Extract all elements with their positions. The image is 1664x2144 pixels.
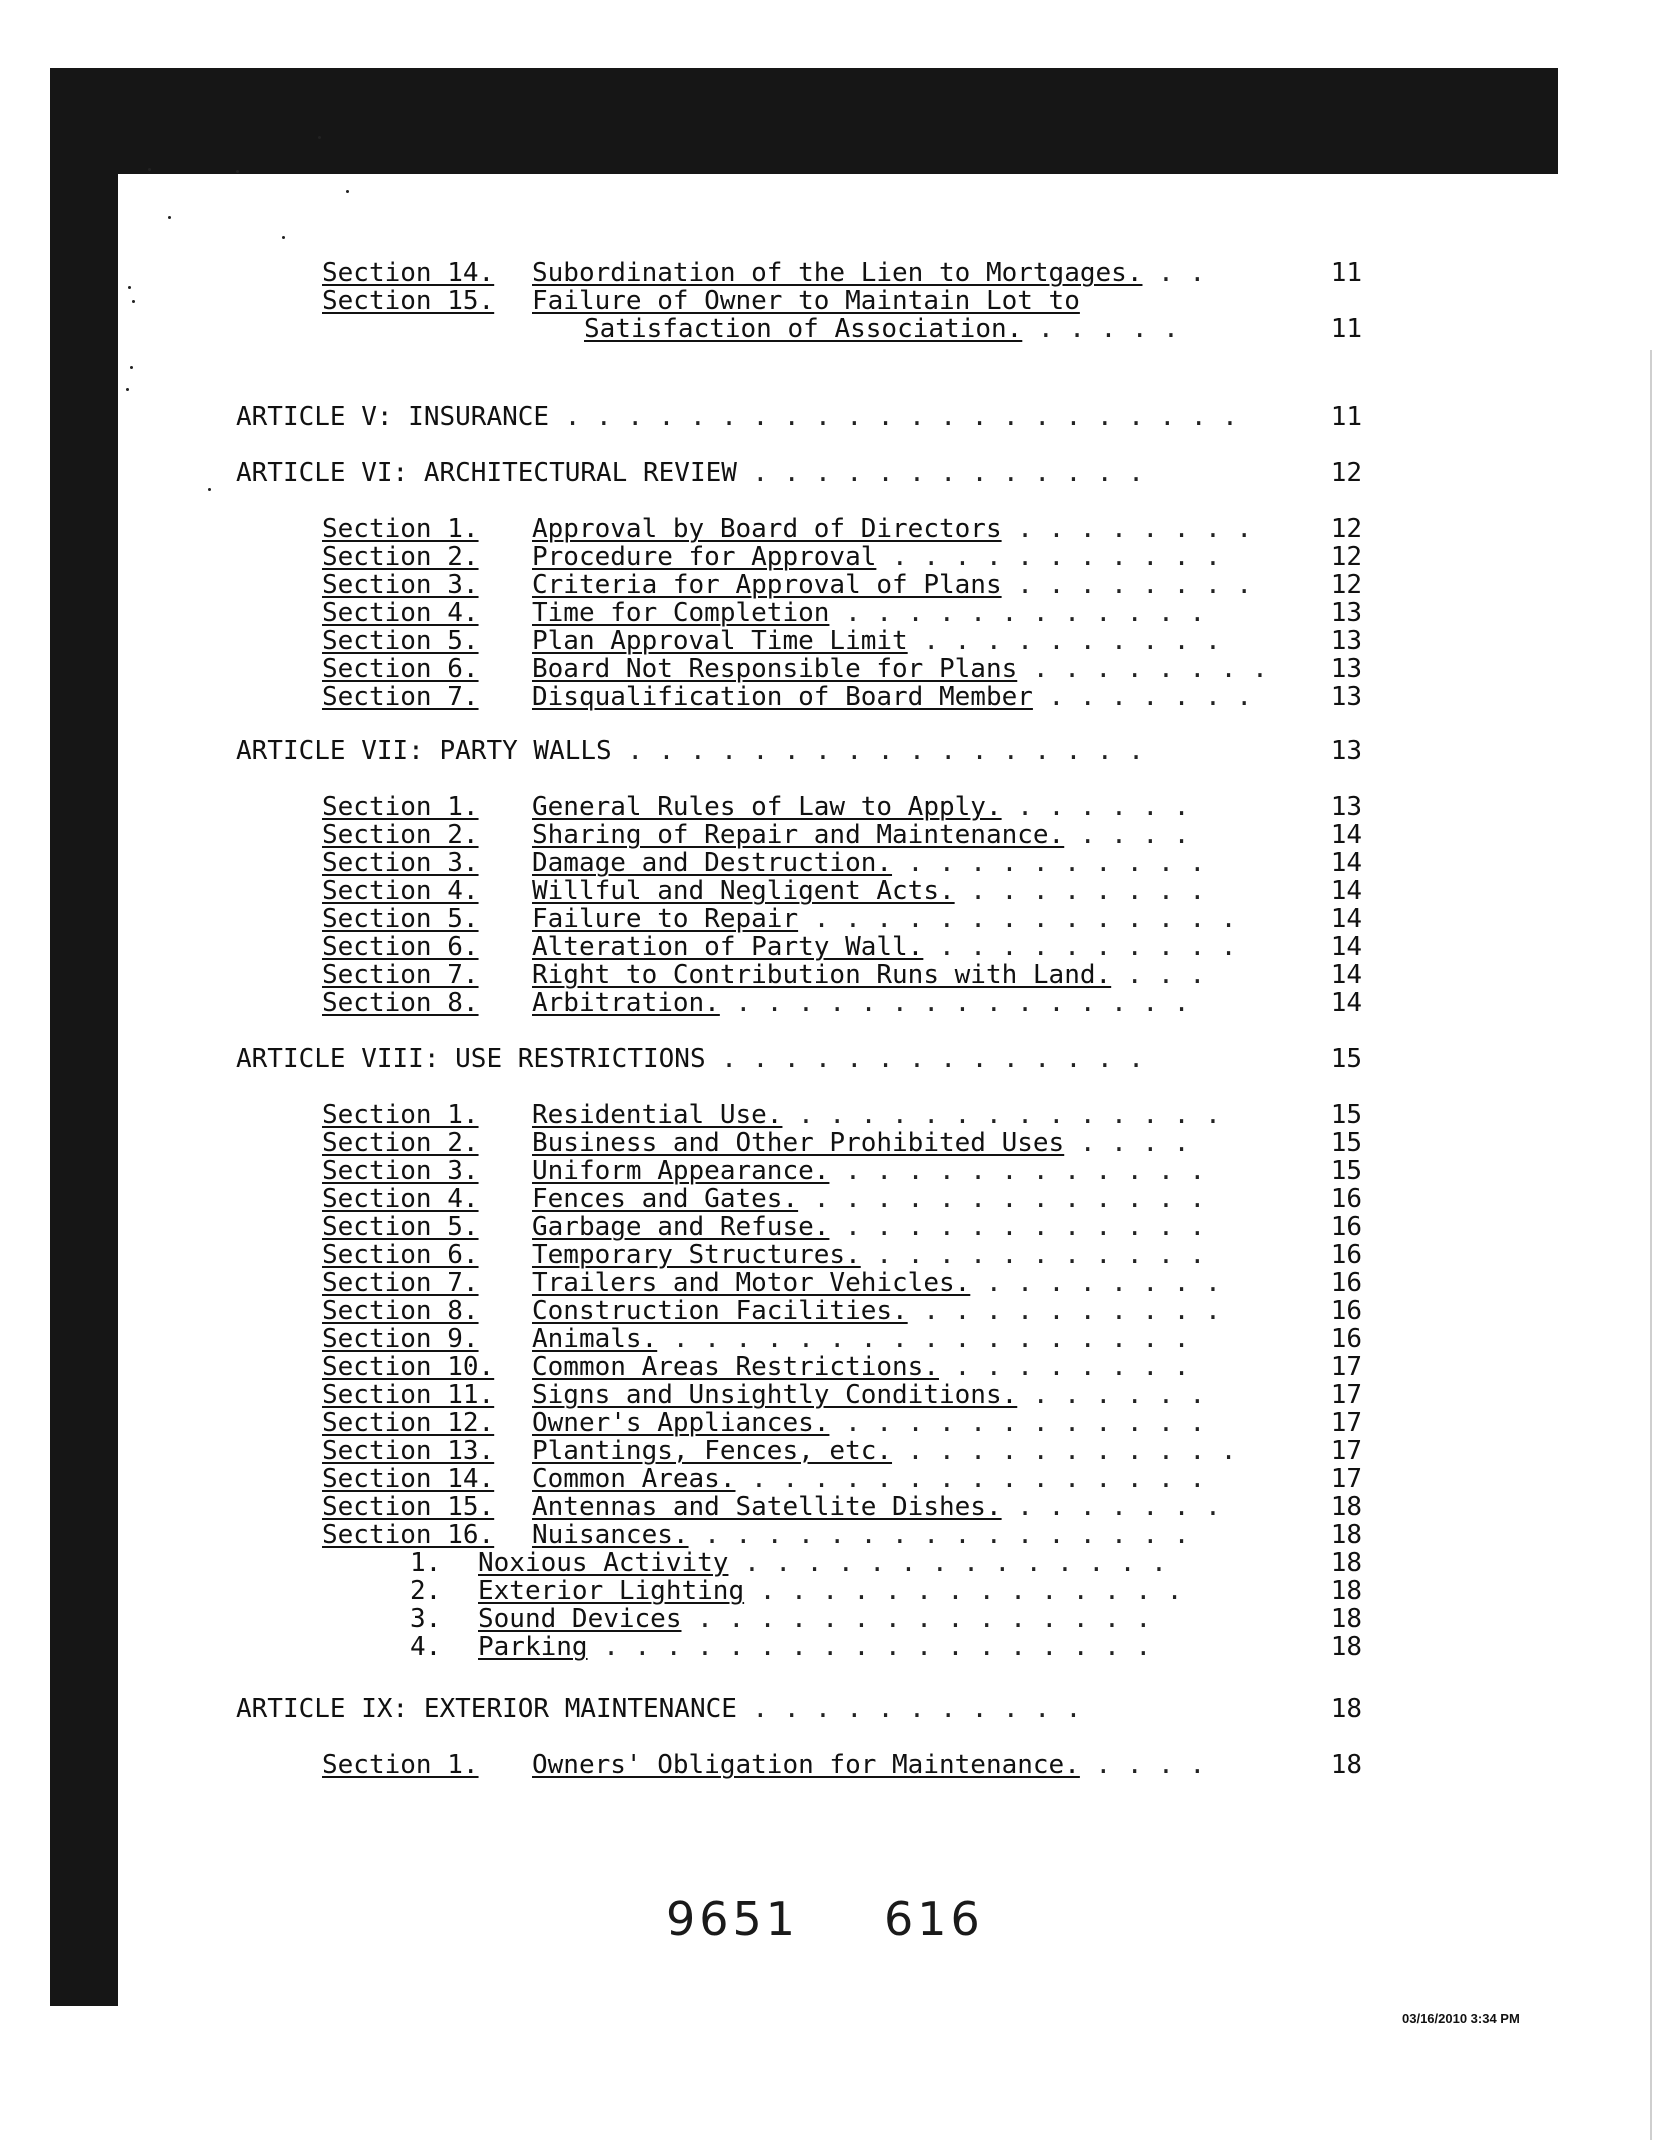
section-number: Section 15. bbox=[322, 286, 495, 316]
entry-title: Right to Contribution Runs with Land. bbox=[532, 960, 1112, 990]
page-number: 17 bbox=[1330, 1464, 1362, 1494]
subitem-number: 2. bbox=[410, 1576, 442, 1606]
subitem-title bbox=[478, 1548, 1167, 1578]
section-title bbox=[532, 286, 1080, 316]
entry-title: Board Not Responsible for Plans bbox=[532, 654, 1018, 684]
entry-title: Arbitration. bbox=[532, 988, 720, 1018]
section-number: Section 9. bbox=[322, 1324, 479, 1354]
page-number: 18 bbox=[1330, 1632, 1362, 1662]
toc-section-line bbox=[0, 1240, 1664, 1270]
section-title bbox=[532, 904, 1236, 934]
dot-leader: . . . . . . . . . . . . . . bbox=[798, 904, 1237, 934]
toc-section-line bbox=[0, 1750, 1664, 1780]
section-number: Section 5. bbox=[322, 1212, 479, 1242]
scan-speck bbox=[236, 170, 239, 173]
page-number: 16 bbox=[1330, 1268, 1362, 1298]
entry-title: Sound Devices bbox=[478, 1604, 682, 1634]
section-number: Section 5. bbox=[322, 626, 479, 656]
entry-title: Time for Completion bbox=[532, 598, 830, 628]
section-title bbox=[584, 314, 1179, 344]
section-title bbox=[532, 626, 1221, 656]
entry-title: Uniform Appearance. bbox=[532, 1156, 830, 1186]
entry-title: Damage and Destruction. bbox=[532, 848, 893, 878]
section-title bbox=[532, 1464, 1205, 1494]
entry-title: Owners' Obligation for Maintenance. bbox=[532, 1750, 1080, 1780]
toc-section-line bbox=[0, 792, 1664, 822]
subitem-number: 3. bbox=[410, 1604, 442, 1634]
dot-leader: . . . . . . . . . . . bbox=[736, 1694, 1082, 1724]
dot-leader: . . . . . . . . . . bbox=[907, 1296, 1221, 1326]
dot-leader: . . . . . . . bbox=[1032, 682, 1253, 712]
page-number: 18 bbox=[1330, 1604, 1362, 1634]
subitem-title bbox=[478, 1604, 1151, 1634]
page-number: 14 bbox=[1330, 820, 1362, 850]
toc-section-line bbox=[0, 286, 1664, 316]
page-number: 11 bbox=[1330, 314, 1362, 344]
page-number: 16 bbox=[1330, 1296, 1362, 1326]
page-number: 16 bbox=[1330, 1184, 1362, 1214]
entry-title: Exterior Lighting bbox=[478, 1576, 745, 1606]
section-title bbox=[532, 1352, 1189, 1382]
entry-title: General Rules of Law to Apply. bbox=[532, 792, 1002, 822]
toc-section-line bbox=[0, 1268, 1664, 1298]
toc-subitem-line bbox=[0, 1548, 1664, 1578]
section-title bbox=[532, 514, 1252, 544]
entry-title: Common Areas Restrictions. bbox=[532, 1352, 939, 1382]
page-number: 14 bbox=[1330, 960, 1362, 990]
page-number: 16 bbox=[1330, 1324, 1362, 1354]
toc-section-continuation bbox=[0, 314, 1664, 344]
toc-section-line bbox=[0, 1100, 1664, 1130]
entry-title: Antennas and Satellite Dishes. bbox=[532, 1492, 1002, 1522]
section-number: Section 6. bbox=[322, 654, 479, 684]
entry-title: Disqualification of Board Member bbox=[532, 682, 1033, 712]
entry-title: Nuisances. bbox=[532, 1520, 689, 1550]
entry-title: Construction Facilities. bbox=[532, 1296, 908, 1326]
section-number: Section 8. bbox=[322, 1296, 479, 1326]
scan-speck bbox=[126, 388, 129, 391]
dot-leader: . . . . . . . . . . . . . . bbox=[728, 1548, 1167, 1578]
section-title bbox=[532, 598, 1205, 628]
page-number: 12 bbox=[1330, 570, 1362, 600]
section-title bbox=[532, 1324, 1189, 1354]
article-heading bbox=[236, 1044, 1144, 1074]
toc-section-line bbox=[0, 1464, 1664, 1494]
section-title bbox=[532, 792, 1189, 822]
entry-title: Approval by Board of Directors bbox=[532, 514, 1002, 544]
article-title: ARTICLE VI: ARCHITECTURAL REVIEW bbox=[236, 458, 737, 488]
toc-section-line bbox=[0, 1436, 1664, 1466]
toc-section-line bbox=[0, 682, 1664, 712]
page-number: 15 bbox=[1330, 1156, 1362, 1186]
section-number: Section 6. bbox=[322, 932, 479, 962]
entry-title: Owner's Appliances. bbox=[532, 1408, 830, 1438]
page-number: 13 bbox=[1330, 654, 1362, 684]
dot-leader: . . . . . . . . . . . . . bbox=[736, 458, 1144, 488]
section-number: Section 14. bbox=[322, 258, 495, 288]
toc-section-line bbox=[0, 988, 1664, 1018]
section-number: Section 7. bbox=[322, 1268, 479, 1298]
dot-leader: . . . . . . . . bbox=[954, 876, 1206, 906]
entry-title: Parking bbox=[478, 1632, 588, 1662]
dot-leader: . . . . . . . . bbox=[1001, 514, 1253, 544]
section-number: Section 16. bbox=[322, 1520, 495, 1550]
page-number: 17 bbox=[1330, 1352, 1362, 1382]
scan-speck bbox=[148, 168, 151, 171]
section-number: Section 4. bbox=[322, 1184, 479, 1214]
dot-leader: . . . . . . . . . . . . bbox=[829, 1212, 1206, 1242]
subitem-title bbox=[478, 1632, 1151, 1662]
section-number: Section 3. bbox=[322, 848, 479, 878]
section-number: Section 8. bbox=[322, 988, 479, 1018]
scan-speck bbox=[130, 366, 133, 369]
page-number: 16 bbox=[1330, 1240, 1362, 1270]
section-number: Section 5. bbox=[322, 904, 479, 934]
section-title bbox=[532, 1212, 1205, 1242]
article-heading bbox=[236, 458, 1144, 488]
dot-leader: . . . . . . . . bbox=[970, 1268, 1221, 1298]
entry-title: Subordination of the Lien to Mortgages. bbox=[532, 258, 1143, 288]
section-title bbox=[532, 876, 1205, 906]
section-title bbox=[532, 542, 1221, 572]
entry-title: Sharing of Repair and Maintenance. bbox=[532, 820, 1065, 850]
dot-leader: . . . . . . . . . . bbox=[892, 848, 1206, 878]
section-title bbox=[532, 1520, 1189, 1550]
toc-subitem-line bbox=[0, 1604, 1664, 1634]
toc-section-line bbox=[0, 848, 1664, 878]
dot-leader: . . bbox=[1142, 258, 1206, 288]
section-title bbox=[532, 1436, 1236, 1466]
section-title bbox=[532, 1296, 1221, 1326]
entry-title: Trailers and Motor Vehicles. bbox=[532, 1268, 971, 1298]
entry-title: Signs and Unsightly Conditions. bbox=[532, 1380, 1018, 1410]
page-number: 11 bbox=[1330, 402, 1362, 432]
subitem-number: 1. bbox=[410, 1548, 442, 1578]
entry-title: Animals. bbox=[532, 1324, 658, 1354]
dot-leader: . . . . . . . . . . . . . . . . . bbox=[611, 736, 1144, 766]
section-number: Section 7. bbox=[322, 960, 479, 990]
section-number: Section 1. bbox=[322, 792, 479, 822]
article-heading bbox=[236, 736, 1144, 766]
section-number: Section 4. bbox=[322, 598, 479, 628]
toc-section-line bbox=[0, 1324, 1664, 1354]
page-number: 14 bbox=[1330, 876, 1362, 906]
toc-section-line bbox=[0, 1520, 1664, 1550]
dot-leader: . . . . . . . . . . . . bbox=[829, 1156, 1206, 1186]
page-number: 18 bbox=[1330, 1694, 1362, 1724]
toc-subitem-line bbox=[0, 1632, 1664, 1662]
toc-section-line bbox=[0, 1296, 1664, 1326]
toc-section-line bbox=[0, 1380, 1664, 1410]
dot-leader: . . . bbox=[1111, 960, 1206, 990]
scan-speck bbox=[168, 216, 171, 219]
toc-section-line bbox=[0, 1128, 1664, 1158]
dot-leader: . . . . . . . . . . . . bbox=[829, 598, 1206, 628]
entry-title: Willful and Negligent Acts. bbox=[532, 876, 955, 906]
page-number: 12 bbox=[1330, 458, 1362, 488]
section-number: Section 14. bbox=[322, 1464, 495, 1494]
dot-leader: . . . . bbox=[1064, 1128, 1190, 1158]
page-number: 14 bbox=[1330, 932, 1362, 962]
section-title bbox=[532, 258, 1205, 288]
article-heading bbox=[236, 1694, 1081, 1724]
dot-leader: . . . . . . . . bbox=[1017, 654, 1268, 684]
page-number: 15 bbox=[1330, 1044, 1362, 1074]
dot-leader: . . . . . . bbox=[1017, 1380, 1206, 1410]
section-title bbox=[532, 932, 1236, 962]
section-number: Section 3. bbox=[322, 570, 479, 600]
section-number: Section 2. bbox=[322, 1128, 479, 1158]
stamp-right-number: 616 bbox=[884, 1892, 984, 1946]
dot-leader: . . . . . . . . . . . bbox=[876, 542, 1221, 572]
dot-leader: . . . . . . . . . . . . . . . bbox=[719, 988, 1190, 1018]
toc-article-heading bbox=[0, 1044, 1664, 1074]
section-number: Section 7. bbox=[322, 682, 479, 712]
toc-article-heading bbox=[0, 1694, 1664, 1724]
dot-leader: . . . . . . . bbox=[1001, 1492, 1221, 1522]
page-number: 13 bbox=[1330, 792, 1362, 822]
toc-section-line bbox=[0, 258, 1664, 288]
section-title bbox=[532, 820, 1189, 850]
section-number: Section 15. bbox=[322, 1492, 495, 1522]
section-number: Section 10. bbox=[322, 1352, 495, 1382]
dot-leader: . . . . . bbox=[1022, 314, 1179, 344]
section-number: Section 1. bbox=[322, 514, 479, 544]
article-title: ARTICLE V: INSURANCE bbox=[236, 402, 550, 432]
page-number: 13 bbox=[1330, 598, 1362, 628]
section-title bbox=[532, 1100, 1221, 1130]
page-number: 18 bbox=[1330, 1750, 1362, 1780]
section-title bbox=[532, 1492, 1221, 1522]
section-number: Section 12. bbox=[322, 1408, 495, 1438]
dot-leader: . . . . . . . . . . . bbox=[892, 1436, 1237, 1466]
page-number: 18 bbox=[1330, 1492, 1362, 1522]
toc-subitem-line bbox=[0, 1576, 1664, 1606]
section-title bbox=[532, 1380, 1205, 1410]
section-title bbox=[532, 1408, 1205, 1438]
scan-speck bbox=[282, 236, 285, 239]
toc-section-line bbox=[0, 1408, 1664, 1438]
toc-section-line bbox=[0, 960, 1664, 990]
article-title: ARTICLE IX: EXTERIOR MAINTENANCE bbox=[236, 1694, 737, 1724]
dot-leader: . . . . bbox=[1079, 1750, 1206, 1780]
scan-timestamp: 03/16/2010 3:34 PM bbox=[1402, 2011, 1520, 2026]
section-number: Section 1. bbox=[322, 1750, 479, 1780]
page-number: 17 bbox=[1330, 1436, 1362, 1466]
page-number: 15 bbox=[1330, 1128, 1362, 1158]
entry-title: Procedure for Approval bbox=[532, 542, 877, 572]
toc-section-line bbox=[0, 514, 1664, 544]
entry-title: Failure of Owner to Maintain Lot to bbox=[532, 286, 1080, 316]
page-number: 16 bbox=[1330, 1212, 1362, 1242]
toc-section-line bbox=[0, 570, 1664, 600]
dot-leader: . . . . . . . . . . . . . . . . bbox=[688, 1520, 1190, 1550]
section-number: Section 11. bbox=[322, 1380, 495, 1410]
article-title: ARTICLE VII: PARTY WALLS bbox=[236, 736, 612, 766]
article-title: ARTICLE VIII: USE RESTRICTIONS bbox=[236, 1044, 706, 1074]
page-number: 13 bbox=[1330, 626, 1362, 656]
section-number: Section 13. bbox=[322, 1436, 495, 1466]
page-number: 14 bbox=[1330, 988, 1362, 1018]
toc-article-heading bbox=[0, 402, 1664, 432]
stamp-left-number: 9651 bbox=[666, 1892, 800, 1946]
section-title bbox=[532, 1156, 1205, 1186]
dot-leader: . . . . . . . . . . bbox=[907, 626, 1221, 656]
subitem-number: 4. bbox=[410, 1632, 442, 1662]
section-title bbox=[532, 1268, 1221, 1298]
entry-title: Plantings, Fences, etc. bbox=[532, 1436, 893, 1466]
entry-title: Satisfaction of Association. bbox=[584, 314, 1023, 344]
entry-title: Temporary Structures. bbox=[532, 1240, 861, 1270]
toc-section-line bbox=[0, 542, 1664, 572]
section-number: Section 1. bbox=[322, 1100, 479, 1130]
toc-section-line bbox=[0, 598, 1664, 628]
section-title bbox=[532, 1128, 1189, 1158]
page-number: 18 bbox=[1330, 1576, 1362, 1606]
dot-leader: . . . . . . . . . . . . . . bbox=[782, 1100, 1221, 1130]
toc-section-line bbox=[0, 1184, 1664, 1214]
page-number: 15 bbox=[1330, 1100, 1362, 1130]
section-title bbox=[532, 1184, 1205, 1214]
entry-title: Business and Other Prohibited Uses bbox=[532, 1128, 1065, 1158]
section-title bbox=[532, 988, 1189, 1018]
section-title bbox=[532, 960, 1205, 990]
page-number: 13 bbox=[1330, 682, 1362, 712]
dot-leader: . . . . . . . . . . . bbox=[860, 1240, 1206, 1270]
toc-section-line bbox=[0, 876, 1664, 906]
entry-title: Residential Use. bbox=[532, 1100, 783, 1130]
section-number: Section 2. bbox=[322, 820, 479, 850]
page-number: 12 bbox=[1330, 542, 1362, 572]
dot-leader: . . . . . . . . bbox=[1001, 570, 1253, 600]
section-title bbox=[532, 570, 1252, 600]
section-title bbox=[532, 1240, 1205, 1270]
dot-leader: . . . . . . . . . . . . . bbox=[798, 1184, 1206, 1214]
toc-article-heading bbox=[0, 458, 1664, 488]
toc-section-line bbox=[0, 1352, 1664, 1382]
dot-leader: . . . . . . . . . . . . . . bbox=[705, 1044, 1144, 1074]
dot-leader: . . . . . . . . . . . . . . . bbox=[735, 1464, 1206, 1494]
dot-leader: . . . . . . . . . . . . . . . . . . . . . . bbox=[549, 402, 1238, 432]
section-number: Section 4. bbox=[322, 876, 479, 906]
scan-speck bbox=[346, 190, 349, 193]
toc-section-line bbox=[0, 654, 1664, 684]
scan-speck bbox=[318, 136, 321, 139]
entry-title: Common Areas. bbox=[532, 1464, 736, 1494]
toc-section-line bbox=[0, 626, 1664, 656]
page-number: 18 bbox=[1330, 1520, 1362, 1550]
dot-leader: . . . . bbox=[1064, 820, 1190, 850]
dot-leader: . . . . . . . . . . . . . . bbox=[744, 1576, 1183, 1606]
toc-section-line bbox=[0, 904, 1664, 934]
toc-section-line bbox=[0, 932, 1664, 962]
section-title bbox=[532, 654, 1268, 684]
dot-leader: . . . . . . bbox=[1001, 792, 1190, 822]
page-number: 17 bbox=[1330, 1380, 1362, 1410]
section-title bbox=[532, 848, 1205, 878]
dot-leader: . . . . . . . . . . . . . . . . . . bbox=[587, 1632, 1152, 1662]
page-number: 18 bbox=[1330, 1548, 1362, 1578]
entry-title: Plan Approval Time Limit bbox=[532, 626, 908, 656]
toc-section-line bbox=[0, 820, 1664, 850]
toc-article-heading bbox=[0, 736, 1664, 766]
dot-leader: . . . . . . . . . . bbox=[923, 932, 1237, 962]
section-number: Section 3. bbox=[322, 1156, 479, 1186]
page-number: 12 bbox=[1330, 514, 1362, 544]
entry-title: Failure to Repair bbox=[532, 904, 799, 934]
subitem-title bbox=[478, 1576, 1182, 1606]
dot-leader: . . . . . . . . . . . . . . . . . bbox=[657, 1324, 1190, 1354]
section-title bbox=[532, 1750, 1205, 1780]
entry-title: Criteria for Approval of Plans bbox=[532, 570, 1002, 600]
scan-speck bbox=[208, 488, 211, 491]
dot-leader: . . . . . . . . . . . . . . . bbox=[681, 1604, 1152, 1634]
page-number: 11 bbox=[1330, 258, 1362, 288]
section-title bbox=[532, 682, 1252, 712]
entry-title: Noxious Activity bbox=[478, 1548, 729, 1578]
page-number: 14 bbox=[1330, 848, 1362, 878]
toc-section-line bbox=[0, 1492, 1664, 1522]
page-number: 17 bbox=[1330, 1408, 1362, 1438]
entry-title: Alteration of Party Wall. bbox=[532, 932, 924, 962]
section-number: Section 2. bbox=[322, 542, 479, 572]
article-heading bbox=[236, 402, 1238, 432]
toc-section-line bbox=[0, 1156, 1664, 1186]
toc-section-line bbox=[0, 1212, 1664, 1242]
entry-title: Garbage and Refuse. bbox=[532, 1212, 830, 1242]
page-number: 13 bbox=[1330, 736, 1362, 766]
entry-title: Fences and Gates. bbox=[532, 1184, 799, 1214]
page-number: 14 bbox=[1330, 904, 1362, 934]
section-number: Section 6. bbox=[322, 1240, 479, 1270]
dot-leader: . . . . . . . . . . . . bbox=[829, 1408, 1206, 1438]
dot-leader: . . . . . . . . bbox=[939, 1352, 1190, 1382]
